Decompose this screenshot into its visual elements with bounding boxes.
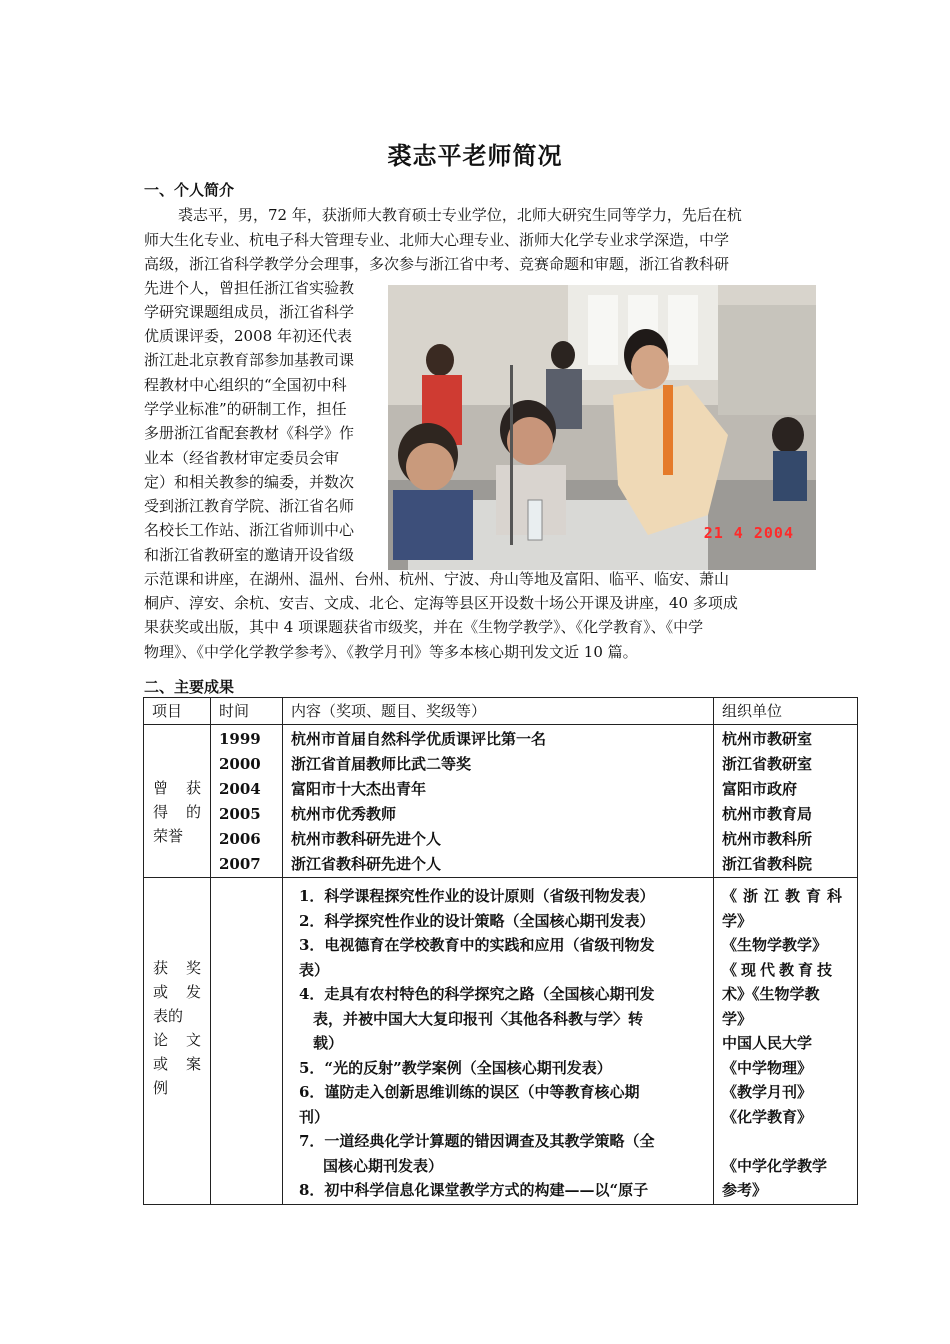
profile-line: 桐庐、淳安、余杭、安吉、文成、北仑、定海等县区开设数十场公开课及讲座，40 多项成 (144, 594, 738, 612)
paper-org: 《浙江教育科 (722, 887, 849, 905)
paper-item: 1．科学课程探究性作业的设计原则（省级刊物发表） (299, 887, 655, 905)
papers-orgs-cell (714, 878, 858, 1205)
honor-year: 1999 (219, 730, 261, 748)
paper-org: 参考》 (722, 1181, 768, 1199)
honor-year: 2007 (219, 855, 261, 873)
profile-line: 裘志平，男，72 年，获浙师大教育硕士专业学位，北师大研究生同等学力，先后在杭 (178, 206, 742, 224)
profile-line: 定）和相关教参的编委，并数次 (144, 473, 355, 491)
honors-label-line: 曾 获 (153, 779, 201, 797)
papers-row (144, 878, 858, 1205)
honor-org: 浙江省教科院 (722, 855, 813, 873)
header-time: 时间 (211, 698, 283, 725)
paper-item: 8．初中科学信息化课堂教学方式的构建——以“原子 (299, 1181, 649, 1199)
honor-item: 杭州市教科研先进个人 (291, 830, 442, 848)
papers-label-line: 获 奖 (153, 959, 201, 977)
achievements-table (143, 697, 858, 1205)
paper-item: 2．科学探究性作业的设计策略（全国核心期刊发表） (299, 911, 655, 930)
profile-line: 示范课和讲座，在湖州、温州、台州、杭州、宁波、舟山等地及富阳、临平、临安、萧山 (144, 570, 730, 588)
profile-line: 高级，浙江省科学教学分会理事，多次参与浙江省中考、竞赛命题和审题，浙江省教科研 (144, 255, 730, 273)
honor-org: 杭州市教育局 (722, 805, 813, 823)
honor-org: 杭州市教研室 (722, 730, 813, 748)
honor-year: 2006 (219, 830, 261, 848)
profile-line: 和浙江省教研室的邀请开设省级 (144, 546, 355, 564)
profile-line: 多册浙江省配套教材《科学》作 (144, 424, 355, 442)
profile-line: 果获奖或出版，其中 4 项课题获省市级奖，并在《生物学教学》、《化学教育》、《中学 (144, 618, 704, 636)
table-header-row (144, 698, 858, 725)
honor-item: 浙江省教科研先进个人 (291, 855, 442, 873)
section-heading-achievements: 二、主要成果 (144, 678, 235, 696)
profile-line: 受到浙江教育学院、浙江省名师 (144, 497, 355, 515)
paper-item: 7．一道经典化学计算题的错因调查及其教学策略（全 国核心期刊发表） (299, 1132, 655, 1175)
profile-line: 程教材中心组织的“全国初中科 (144, 376, 347, 394)
header-item: 项目 (144, 698, 211, 725)
profile-line: 师大生化专业、杭电子科大管理专业、北师大心理专业、浙师大化学专业求学深造，中学 (144, 231, 730, 249)
honor-item: 杭州市首届自然科学优质课评比第一名 (291, 730, 547, 748)
classroom-photo (388, 285, 816, 570)
profile-line: 浙江赴北京教育部参加基教司课 (144, 351, 355, 369)
profile-line: 名校长工作站、浙江省师训中心 (144, 521, 355, 539)
paper-org: 《现代教育技 (722, 960, 837, 979)
paper-org-spacer (722, 1129, 849, 1154)
paper-org: 《化学教育》 (722, 1107, 813, 1126)
profile-line: 学学业标准”的研制工作，担任 (144, 400, 347, 418)
photo-date-stamp: 21 4 2004 (703, 524, 794, 542)
honors-items-cell (283, 725, 714, 878)
papers-label-line: 论 文 (153, 1031, 201, 1049)
honor-year: 2000 (219, 755, 261, 773)
header-content: 内容（奖项、题目、奖级等） (283, 698, 714, 725)
honor-org: 富阳市政府 (722, 780, 798, 798)
profile-line: 先进个人，曾担任浙江省实验教 (144, 279, 355, 297)
papers-time-cell (211, 878, 283, 1205)
profile-line: 学研究课题组成员，浙江省科学 (144, 303, 355, 321)
honors-orgs-cell (714, 725, 858, 878)
profile-line: 优质课评委，2008 年初还代表 (144, 327, 352, 345)
honors-label-line: 得 的 (153, 803, 201, 821)
honor-item: 杭州市优秀教师 (291, 805, 397, 823)
papers-items-cell (283, 878, 714, 1205)
papers-label-line: 或 发 (153, 983, 201, 1001)
honors-label-cell (144, 725, 211, 878)
papers-label-cell (144, 878, 211, 1205)
paper-org: 术》《生物学教 (722, 985, 820, 1003)
honors-row (144, 725, 858, 878)
section-heading-profile: 一、个人简介 (144, 181, 235, 199)
honors-years-cell (211, 725, 283, 878)
page-title: 裘志平老师简况 (387, 141, 563, 170)
paper-org: 《中学化学教学 (722, 1156, 828, 1175)
paper-org: 学》 (722, 1009, 753, 1028)
honor-org: 浙江省教研室 (722, 755, 813, 773)
honor-year: 2005 (219, 805, 261, 823)
papers-label-line: 表的 (153, 1007, 184, 1025)
honor-year: 2004 (219, 780, 261, 798)
profile-line: 物理》、《中学化学教学参考》、《教学月刊》等多本核心期刊发文近 10 篇。 (144, 643, 638, 661)
paper-org: 《教学月刊》 (722, 1083, 813, 1101)
header-organization: 组织单位 (714, 698, 858, 725)
paper-item: 4．走具有农村特色的科学探究之路（全国核心期刊发 表，并被中国大大复印报刊〈其他各科教与学〉转 载） (299, 985, 655, 1052)
honor-item: 浙江省首届教师比武二等奖 (291, 755, 472, 773)
paper-org: 《生物学教学》 (722, 936, 828, 954)
papers-label-line: 例 (153, 1079, 169, 1097)
papers-label-line: 或 案 (153, 1055, 201, 1073)
profile-line: 业本（经省教材审定委员会审 (144, 449, 340, 467)
paper-item: 6．谨防走入创新思维训练的误区（中等教育核心期 刊） (299, 1083, 640, 1126)
honors-label-line: 荣誉 (153, 827, 184, 845)
paper-item: 5．“光的反射”教学案例（全国核心期刊发表） (299, 1058, 612, 1077)
honor-org: 杭州市教科所 (722, 830, 813, 848)
paper-item: 3．电视德育在学校教育中的实践和应用（省级刊物发 表） (299, 936, 655, 979)
honor-item: 富阳市十大杰出青年 (291, 780, 427, 798)
paper-org: 中国人民大学 (722, 1034, 813, 1052)
paper-org: 学》 (722, 911, 753, 930)
paper-org: 《中学物理》 (722, 1058, 813, 1077)
